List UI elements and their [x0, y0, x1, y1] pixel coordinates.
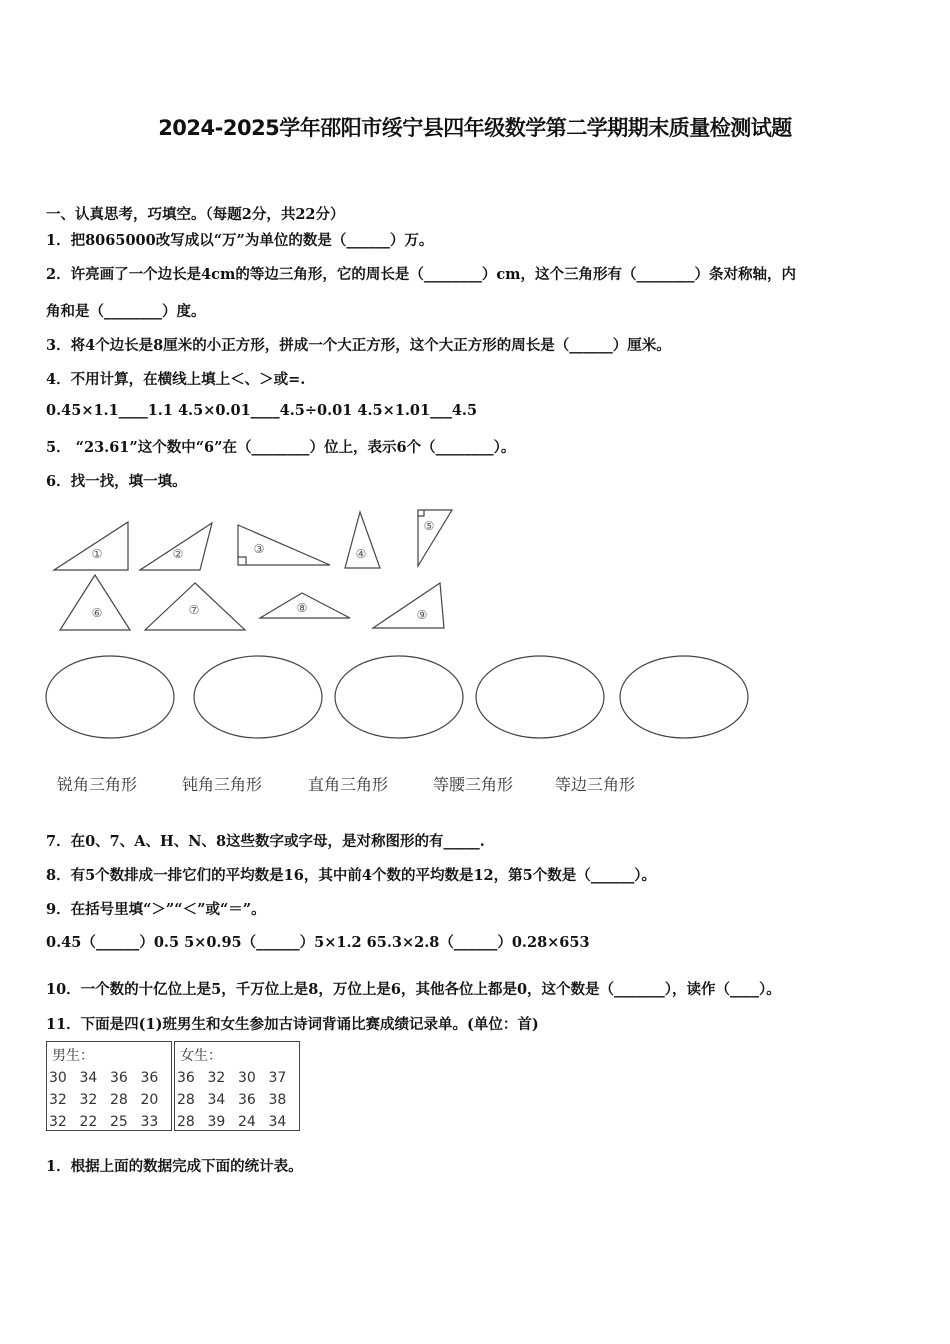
boys-score-cell: 22 [79, 1114, 98, 1130]
boys-score-cell: 20 [140, 1092, 159, 1108]
boys-score-cell: 32 [79, 1092, 98, 1108]
subquestion-1: 1．根据上面的数据完成下面的统计表。 [46, 1158, 303, 1175]
ellipse-acute [46, 656, 174, 738]
ellipse-right [335, 656, 463, 738]
girls-score-cell: 36 [177, 1070, 195, 1086]
triangle-label-2: ② [172, 547, 184, 561]
girls-score-cell: 28 [177, 1092, 195, 1108]
boys-score-cell: 28 [110, 1092, 128, 1108]
triangle-label-4: ④ [355, 547, 367, 561]
ellipse-isosceles [476, 656, 604, 738]
boys-score-row [49, 1111, 171, 1133]
triangles-figure [40, 500, 760, 760]
question-1: 1．把8065000改写成以“万”为单位的数是（______）万。 [46, 232, 434, 249]
category-equilateral: 等边三角形 [555, 775, 636, 794]
boys-score-cell: 33 [140, 1114, 159, 1130]
question-2-line-1: 2．许亮画了一个边长是4cm的等边三角形，它的周长是（________）cm，这个三角形有（________）条对称轴，内 [46, 266, 797, 283]
boys-score-cell: 34 [79, 1070, 98, 1086]
boys-score-row [49, 1067, 171, 1089]
girls-label: 女生： [180, 1048, 222, 1064]
question-5: 5． “23.61”这个数中“6”在（________）位上，表示6个（________）。 [46, 439, 516, 456]
boys-score-cell: 32 [49, 1114, 67, 1130]
girls-scores [177, 1067, 299, 1133]
girls-score-cell: 32 [207, 1070, 226, 1086]
question-8: 8．有5个数排成一排它们的平均数是16，其中前4个数的平均数是12，第5个数是（______）。 [46, 867, 656, 884]
category-obtuse: 钝角三角形 [182, 775, 263, 794]
question-9: 9．在括号里填“＞”“＜”或“＝”。 [46, 901, 266, 918]
girls-score-cell: 36 [238, 1092, 256, 1108]
question-11: 11．下面是四(1)班男生和女生参加古诗词背诵比赛成绩记录单。(单位：首) [46, 1016, 539, 1033]
question-7: 7．在0、7、A、H、N、8这些数字或字母，是对称图形的有_____. [46, 833, 485, 850]
triangle-label-8: ⑧ [296, 601, 308, 615]
question-2-line-2: 角和是（________）度。 [46, 303, 206, 320]
category-isosceles: 等腰三角形 [433, 775, 514, 794]
girls-score-cell: 34 [207, 1092, 226, 1108]
girls-score-cell: 24 [238, 1114, 256, 1130]
boys-score-cell: 36 [140, 1070, 159, 1086]
girls-score-cell: 39 [207, 1114, 226, 1130]
triangle-1 [54, 522, 128, 570]
category-acute: 锐角三角形 [57, 775, 138, 794]
boys-score-row [49, 1089, 171, 1111]
triangle-label-5: ⑤ [423, 519, 435, 533]
girls-score-cell: 30 [238, 1070, 256, 1086]
triangle-label-3: ③ [253, 542, 265, 556]
question-9-items: 0.45（______）0.5 5×0.95（______）5×1.2 65.3×2.8（______）0.28×653 [46, 934, 590, 951]
triangle-label-7: ⑦ [188, 603, 200, 617]
boys-score-cell: 30 [49, 1070, 67, 1086]
triangle-9 [373, 583, 444, 628]
triangle-label-9: ⑨ [416, 608, 428, 622]
boys-scores [49, 1067, 171, 1133]
question-4-items: 0.45×1.1____1.1 4.5×0.01____4.5÷0.01 4.5×1.01___4.5 [46, 402, 478, 419]
triangle-6 [60, 575, 130, 630]
question-3: 3．将4个边长是8厘米的小正方形，拼成一个大正方形，这个大正方形的周长是（______）厘米。 [46, 337, 671, 354]
boys-score-cell: 32 [49, 1092, 67, 1108]
boys-label: 男生： [52, 1048, 94, 1064]
page-title: 2024-2025学年邵阳市绥宁县四年级数学第二学期期末质量检测试题 [158, 116, 792, 140]
ellipse-obtuse [194, 656, 322, 738]
triangle-label-6: ⑥ [91, 606, 103, 620]
triangle-3 [238, 525, 330, 565]
question-4: 4．不用计算，在横线上填上＜、＞或=. [46, 371, 306, 388]
boys-score-cell: 25 [110, 1114, 128, 1130]
girls-score-row [177, 1111, 299, 1133]
girls-score-cell: 37 [268, 1070, 287, 1086]
triangle-label-1: ① [91, 547, 103, 561]
girls-score-row [177, 1067, 299, 1089]
category-right: 直角三角形 [308, 775, 389, 794]
girls-score-row [177, 1089, 299, 1111]
boys-score-cell: 36 [110, 1070, 128, 1086]
girls-score-cell: 38 [268, 1092, 287, 1108]
girls-score-cell: 34 [268, 1114, 287, 1130]
ellipse-equilateral [620, 656, 748, 738]
question-6: 6．找一找，填一填。 [46, 473, 187, 490]
girls-score-cell: 28 [177, 1114, 195, 1130]
question-10: 10．一个数的十亿位上是5，千万位上是8，万位上是6，其他各位上都是0，这个数是（_______），读作（____）。 [46, 981, 781, 998]
section-heading: 一、认真思考，巧填空。（每题2分，共22分） [46, 206, 345, 223]
